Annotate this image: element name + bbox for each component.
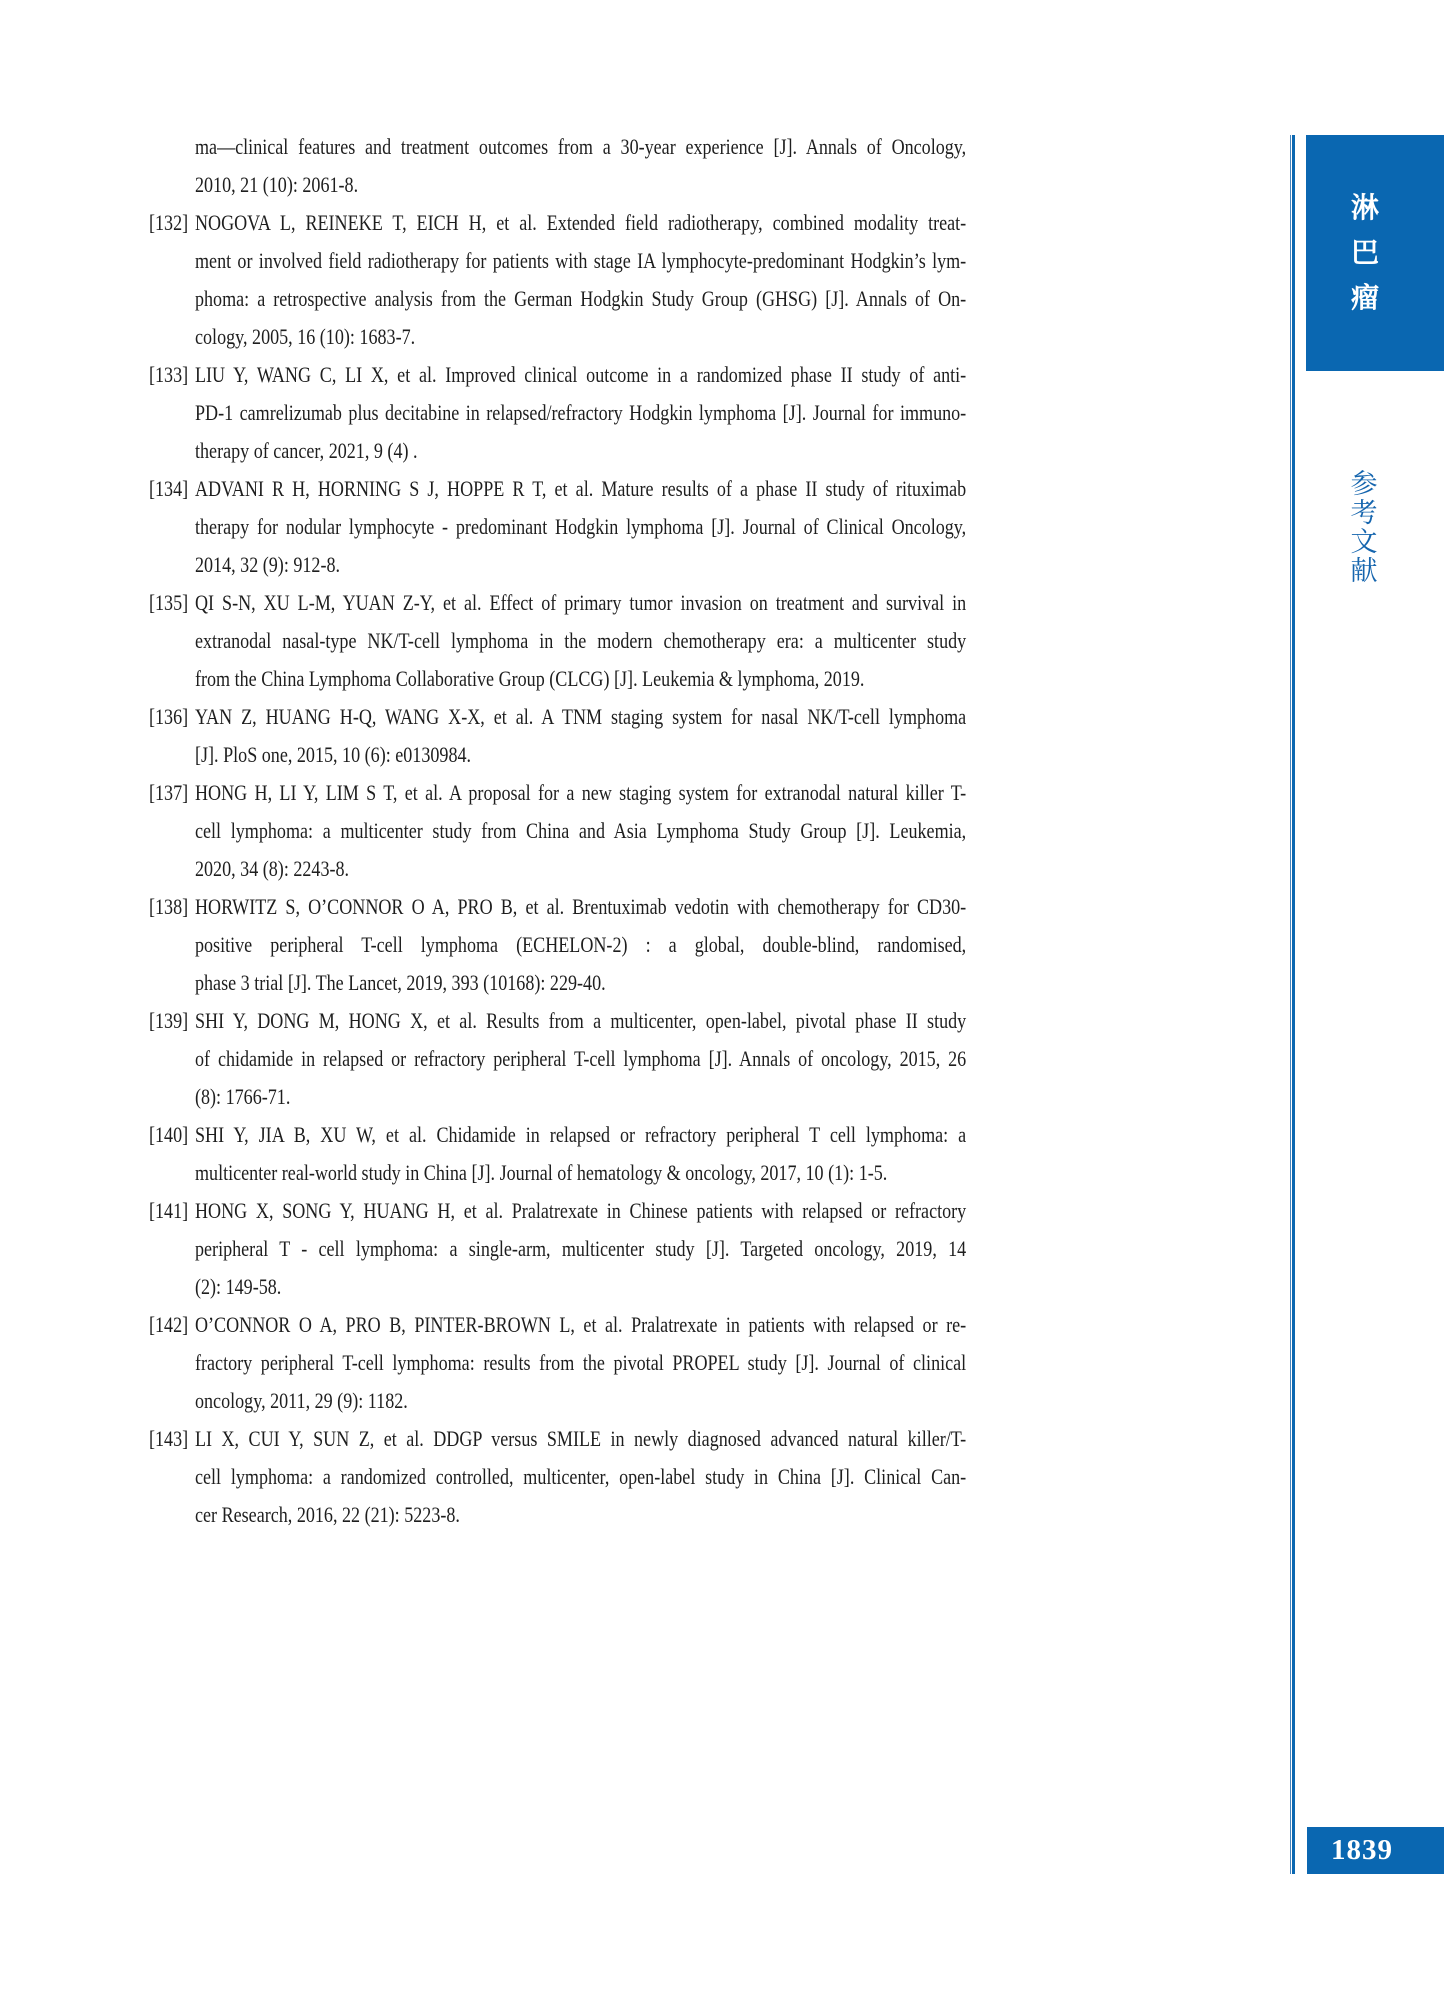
reference-item [149,888,966,1002]
reference-item [149,1002,966,1116]
reference-number: [137] [149,780,189,805]
reference-item [149,1306,966,1420]
reference-line: fractory peripheral T-cell lymphoma: results from the pivotal PROPEL study [J]. Journal of clinical [194,1350,967,1375]
section-label-char: 文 [1350,527,1378,557]
reference-line: [J]. PloS one, 2015, 10 (6): e0130984. [194,742,472,767]
reference-line: 2020, 34 (8): 2243-8. [194,856,350,881]
reference-line: SHI Y, JIA B, XU W, et al. Chidamide in relapsed or refractory peripheral T cell lymphoma: a [194,1122,967,1147]
reference-item [149,698,966,774]
reference-line: 2010, 21 (10): 2061-8. [194,172,359,197]
reference-number: [138] [149,894,189,919]
chapter-tab-char: 巴 [1350,237,1379,268]
reference-line: HONG X, SONG Y, HUANG H, et al. Pralatrexate in Chinese patients with relapsed or refractory [194,1198,967,1223]
reference-line: multicenter real-world study in China [J]. Journal of hematology & oncology, 2017, 10 (1): 1-5. [194,1160,888,1185]
sidebar-divider-thick-rule [1292,135,1295,1874]
reference-line: NOGOVA L, REINEKE T, EICH H, et al. Extended field radiotherapy, combined modality treat- [194,210,967,235]
reference-line: O’CONNOR O A, PRO B, PINTER-BROWN L, et al. Pralatrexate in patients with relapsed or re- [194,1312,967,1337]
reference-list [149,128,966,1534]
reference-line: HORWITZ S, O’CONNOR O A, PRO B, et al. Brentuximab vedotin with chemotherapy for CD30- [194,894,967,919]
reference-number: [132] [149,210,189,235]
reference-line: HONG H, LI Y, LIM S T, et al. A proposal for a new staging system for extranodal natural killer T- [194,780,967,805]
reference-item [149,204,966,356]
reference-line: LIU Y, WANG C, LI X, et al. Improved clinical outcome in a randomized phase II study of anti- [194,362,967,387]
reference-line: SHI Y, DONG M, HONG X, et al. Results from a multicenter, open-label, pivotal phase II study [194,1008,967,1033]
reference-line: LI X, CUI Y, SUN Z, et al. DDGP versus SMILE in newly diagnosed advanced natural killer/T- [194,1426,967,1451]
sidebar-divider [1290,135,1295,1874]
reference-line: phase 3 trial [J]. The Lancet, 2019, 393 (10168): 229-40. [194,970,606,995]
reference-item [149,1420,966,1534]
reference-line: therapy of cancer, 2021, 9 (4) . [194,438,418,463]
reference-line: ma—clinical features and treatment outcomes from a 30-year experience [J]. Annals of Oncology, [194,134,967,159]
reference-line: cell lymphoma: a randomized controlled, multicenter, open-label study in China [J]. Clinical Can- [194,1464,967,1489]
reference-number: [142] [149,1312,189,1337]
reference-line: cology, 2005, 16 (10): 1683-7. [194,324,416,349]
reference-item [149,774,966,888]
reference-item [149,584,966,698]
chapter-tab-char: 淋 [1350,192,1379,223]
reference-line: from the China Lymphoma Collaborative Group (CLCG) [J]. Leukemia & lymphoma, 2019. [194,666,865,691]
reference-item [149,1116,966,1192]
reference-line: cell lymphoma: a multicenter study from China and Asia Lymphoma Study Group [J]. Leukemia, [194,818,967,843]
reference-number: [133] [149,362,189,387]
reference-line: phoma: a retrospective analysis from the German Hodgkin Study Group (GHSG) [J]. Annals of On- [194,286,967,311]
reference-line: PD-1 camrelizumab plus decitabine in relapsed/refractory Hodgkin lymphoma [J]. Journal for immuno- [194,400,967,425]
reference-line: (8): 1766-71. [194,1084,291,1109]
reference-line: cer Research, 2016, 22 (21): 5223-8. [194,1502,460,1527]
reference-line: peripheral T - cell lymphoma: a single-arm, multicenter study [J]. Targeted oncology, 2019, 14 [194,1236,967,1261]
reference-line: therapy for nodular lymphocyte - predominant Hodgkin lymphoma [J]. Journal of Clinical Oncology, [194,514,967,539]
section-label-char: 献 [1350,556,1378,586]
section-label-char: 参 [1350,469,1378,499]
reference-item [149,470,966,584]
reference-line: of chidamide in relapsed or refractory peripheral T-cell lymphoma [J]. Annals of oncology, 2015, 26 [194,1046,967,1071]
chapter-tab-char: 瘤 [1350,282,1379,313]
reference-number: [135] [149,590,189,615]
reference-number: [141] [149,1198,189,1223]
reference-line: (2): 149-58. [194,1274,282,1299]
reference-line: ADVANI R H, HORNING S J, HOPPE R T, et al. Mature results of a phase II study of rituximab [194,476,967,501]
reference-number: [143] [149,1426,189,1451]
reference-line: extranodal nasal-type NK/T-cell lymphoma in the modern chemotherapy era: a multicenter study [194,628,967,653]
reference-line: oncology, 2011, 29 (9): 1182. [194,1388,408,1413]
reference-number: [139] [149,1008,189,1033]
reference-line: YAN Z, HUANG H-Q, WANG X-X, et al. A TNM staging system for nasal NK/T-cell lymphoma [194,704,967,729]
chapter-tab [1306,135,1444,371]
section-label [1348,470,1380,585]
reference-line: 2014, 32 (9): 912-8. [194,552,341,577]
reference-number: [136] [149,704,189,729]
page-number-badge: 1839 [1307,1827,1444,1874]
reference-item-continuation [149,128,966,204]
reference-number: [140] [149,1122,189,1147]
reference-item [149,1192,966,1306]
reference-line: ment or involved field radiotherapy for patients with stage IA lymphocyte-predominant Hodgkin’s lym- [194,248,967,273]
reference-number: [134] [149,476,189,501]
reference-item [149,356,966,470]
reference-line: positive peripheral T-cell lymphoma (ECHELON-2) : a global, double-blind, randomised, [194,932,967,957]
section-label-char: 考 [1350,498,1378,528]
reference-line: QI S-N, XU L-M, YUAN Z-Y, et al. Effect of primary tumor invasion on treatment and survival in [194,590,967,615]
